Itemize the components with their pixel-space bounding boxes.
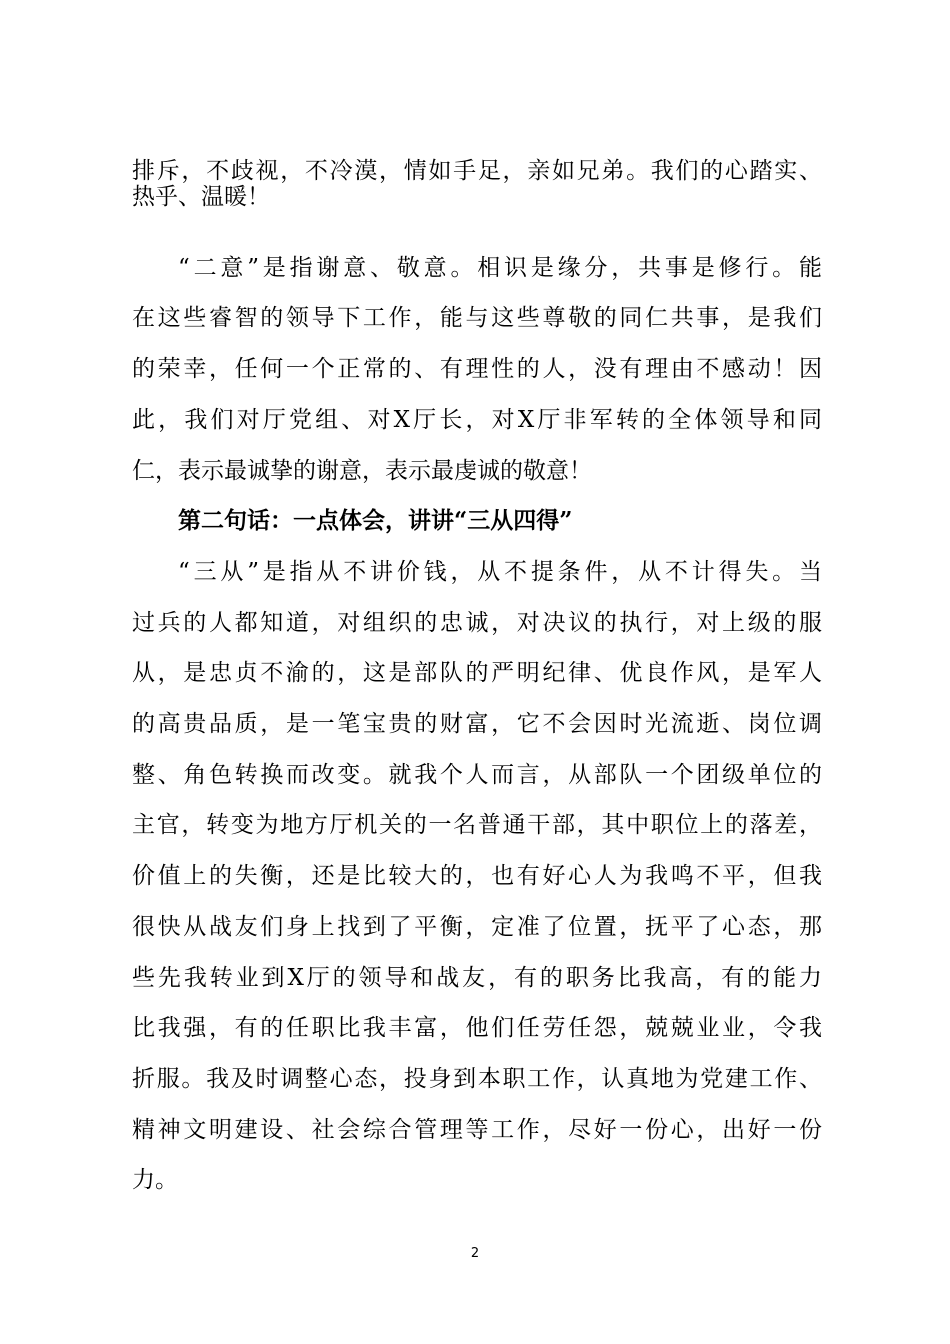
text-line: 主官，转变为地方厅机关的一名普通干部，其中职位上的落差，	[132, 812, 822, 838]
text-line: 价值上的失衡，还是比较大的，也有好心人为我鸣不平，但我	[132, 863, 822, 889]
paragraph-first-line: “三从”是指从不讲价钱，从不提条件，从不计得失。当	[178, 559, 822, 585]
text-line: 的荣幸，任何一个正常的、有理性的人，没有理由不感动！因	[132, 356, 822, 382]
text-line: 折服。我及时调整心态，投身到本职工作，认真地为党建工作、	[132, 1066, 822, 1092]
text-line: 整、角色转换而改变。就我个人而言，从部队一个团级单位的	[132, 762, 822, 788]
text-line: 热乎、温暖！	[132, 184, 270, 210]
page-number: 2	[470, 1246, 480, 1261]
section-heading: 第二句话：一点体会，讲讲“三从四得”	[178, 507, 573, 534]
text-line: 很快从战友们身上找到了平衡，定准了位置，抚平了心态，那	[132, 914, 822, 940]
text-line: 些先我转业到X厅的领导和战友，有的职务比我高，有的能力	[132, 965, 822, 991]
text-line: 过兵的人都知道，对组织的忠诚，对决议的执行，对上级的服	[132, 610, 822, 636]
text-line: 在这些睿智的领导下工作，能与这些尊敬的同仁共事，是我们	[132, 305, 822, 331]
text-line: 此，我们对厅党组、对X厅长，对X厅非军转的全体领导和同	[132, 407, 822, 433]
text-line: 比我强，有的任职比我丰富，他们任劳任怨，兢兢业业，令我	[132, 1015, 822, 1041]
text-line: 仁，表示最诚挚的谢意，表示最虔诚的敬意！	[132, 458, 592, 484]
text-line: 力。	[132, 1167, 178, 1193]
paragraph-first-line: “二意”是指谢意、敬意。相识是缘分，共事是修行。能	[178, 255, 822, 281]
text-line: 排斥，不歧视，不冷漠，情如手足，亲如兄弟。我们的心踏实、	[132, 158, 822, 184]
text-line: 精神文明建设、社会综合管理等工作，尽好一份心，出好一份	[132, 1117, 822, 1143]
text-line: 从，是忠贞不渝的，这是部队的严明纪律、优良作风，是军人	[132, 660, 822, 686]
text-line: 的高贵品质，是一笔宝贵的财富，它不会因时光流逝、岗位调	[132, 711, 822, 737]
